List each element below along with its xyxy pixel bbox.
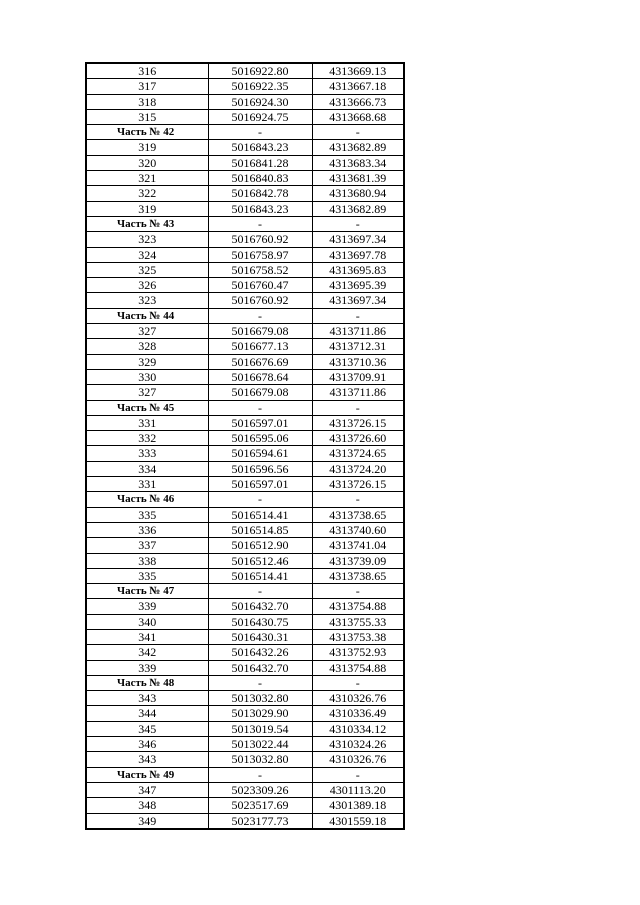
part-x-placeholder-cell: -: [208, 308, 312, 323]
table-row: [86, 553, 404, 568]
y-coordinate-cell: 4313739.09: [312, 553, 404, 568]
table-row: [86, 706, 404, 721]
table-row: [86, 247, 404, 262]
table-row: [86, 782, 404, 797]
y-coordinate-cell: 4313683.34: [312, 155, 404, 170]
x-coordinate-cell: 5016430.75: [208, 614, 312, 629]
part-y-placeholder-cell: -: [312, 767, 404, 782]
x-coordinate-cell: 5023517.69: [208, 798, 312, 813]
table-row: [86, 660, 404, 675]
part-x-placeholder-cell: -: [208, 492, 312, 507]
point-number-cell: 321: [86, 171, 208, 186]
table-row: [86, 293, 404, 308]
y-coordinate-cell: 4313724.65: [312, 446, 404, 461]
part-label-cell: Часть № 44: [86, 308, 208, 323]
part-header-row: [86, 492, 404, 507]
point-number-cell: 339: [86, 660, 208, 675]
point-number-cell: 337: [86, 538, 208, 553]
x-coordinate-cell: 5023309.26: [208, 782, 312, 797]
part-label-cell: Часть № 46: [86, 492, 208, 507]
y-coordinate-cell: 4313753.38: [312, 629, 404, 644]
y-coordinate-cell: 4313680.94: [312, 186, 404, 201]
coordinates-table-body: [86, 63, 404, 829]
x-coordinate-cell: 5013032.80: [208, 691, 312, 706]
table-row: [86, 446, 404, 461]
y-coordinate-cell: 4313755.33: [312, 614, 404, 629]
x-coordinate-cell: 5016760.92: [208, 293, 312, 308]
part-x-placeholder-cell: -: [208, 216, 312, 231]
table-row: [86, 461, 404, 476]
y-coordinate-cell: 4313754.88: [312, 599, 404, 614]
y-coordinate-cell: 4310336.49: [312, 706, 404, 721]
x-coordinate-cell: 5016922.35: [208, 79, 312, 94]
part-y-placeholder-cell: -: [312, 492, 404, 507]
table-row: [86, 109, 404, 124]
table-row: [86, 171, 404, 186]
part-y-placeholder-cell: -: [312, 675, 404, 690]
y-coordinate-cell: 4313709.91: [312, 369, 404, 384]
x-coordinate-cell: 5016758.97: [208, 247, 312, 262]
y-coordinate-cell: 4313669.13: [312, 63, 404, 79]
table-row: [86, 614, 404, 629]
part-y-placeholder-cell: -: [312, 125, 404, 140]
y-coordinate-cell: 4310326.76: [312, 752, 404, 767]
x-coordinate-cell: 5016924.75: [208, 109, 312, 124]
y-coordinate-cell: 4301389.18: [312, 798, 404, 813]
point-number-cell: 349: [86, 813, 208, 829]
table-row: [86, 415, 404, 430]
x-coordinate-cell: 5016678.64: [208, 369, 312, 384]
x-coordinate-cell: 5023177.73: [208, 813, 312, 829]
table-row: [86, 798, 404, 813]
table-row: [86, 155, 404, 170]
table-row: [86, 477, 404, 492]
table-row: [86, 522, 404, 537]
x-coordinate-cell: 5016758.52: [208, 262, 312, 277]
part-header-row: [86, 216, 404, 231]
x-coordinate-cell: 5016840.83: [208, 171, 312, 186]
table-row: [86, 629, 404, 644]
table-row: [86, 721, 404, 736]
table-row: [86, 568, 404, 583]
part-label-cell: Часть № 47: [86, 584, 208, 599]
part-y-placeholder-cell: -: [312, 584, 404, 599]
point-number-cell: 331: [86, 477, 208, 492]
y-coordinate-cell: 4313738.65: [312, 568, 404, 583]
table-row: [86, 186, 404, 201]
y-coordinate-cell: 4310326.76: [312, 691, 404, 706]
y-coordinate-cell: 4313712.31: [312, 339, 404, 354]
y-coordinate-cell: 4301559.18: [312, 813, 404, 829]
y-coordinate-cell: 4313711.86: [312, 324, 404, 339]
y-coordinate-cell: 4313724.20: [312, 461, 404, 476]
x-coordinate-cell: 5016594.61: [208, 446, 312, 461]
y-coordinate-cell: 4313726.60: [312, 431, 404, 446]
point-number-cell: 331: [86, 415, 208, 430]
y-coordinate-cell: 4313697.34: [312, 293, 404, 308]
y-coordinate-cell: 4313726.15: [312, 477, 404, 492]
y-coordinate-cell: 4310334.12: [312, 721, 404, 736]
point-number-cell: 335: [86, 568, 208, 583]
x-coordinate-cell: 5016512.46: [208, 553, 312, 568]
point-number-cell: 343: [86, 691, 208, 706]
point-number-cell: 319: [86, 140, 208, 155]
part-label-cell: Часть № 43: [86, 216, 208, 231]
point-number-cell: 325: [86, 262, 208, 277]
x-coordinate-cell: 5016596.56: [208, 461, 312, 476]
table-row: [86, 752, 404, 767]
x-coordinate-cell: 5013019.54: [208, 721, 312, 736]
table-row: [86, 385, 404, 400]
y-coordinate-cell: 4313668.68: [312, 109, 404, 124]
part-label-cell: Часть № 42: [86, 125, 208, 140]
part-x-placeholder-cell: -: [208, 767, 312, 782]
table-row: [86, 737, 404, 752]
table-row: [86, 79, 404, 94]
table-row: [86, 369, 404, 384]
y-coordinate-cell: 4313710.36: [312, 354, 404, 369]
point-number-cell: 346: [86, 737, 208, 752]
part-y-placeholder-cell: -: [312, 308, 404, 323]
part-header-row: [86, 584, 404, 599]
coordinates-table: [85, 62, 405, 830]
table-row: [86, 324, 404, 339]
table-row: [86, 691, 404, 706]
table-row: [86, 278, 404, 293]
point-number-cell: 343: [86, 752, 208, 767]
part-y-placeholder-cell: -: [312, 216, 404, 231]
point-number-cell: 342: [86, 645, 208, 660]
point-number-cell: 341: [86, 629, 208, 644]
x-coordinate-cell: 5016843.23: [208, 140, 312, 155]
y-coordinate-cell: 4313711.86: [312, 385, 404, 400]
part-label-cell: Часть № 45: [86, 400, 208, 415]
x-coordinate-cell: 5013032.80: [208, 752, 312, 767]
table-row: [86, 94, 404, 109]
x-coordinate-cell: 5016432.26: [208, 645, 312, 660]
point-number-cell: 317: [86, 79, 208, 94]
y-coordinate-cell: 4313697.78: [312, 247, 404, 262]
y-coordinate-cell: 4313697.34: [312, 232, 404, 247]
point-number-cell: 330: [86, 369, 208, 384]
x-coordinate-cell: 5016514.85: [208, 522, 312, 537]
point-number-cell: 318: [86, 94, 208, 109]
y-coordinate-cell: 4313741.04: [312, 538, 404, 553]
y-coordinate-cell: 4313695.83: [312, 262, 404, 277]
point-number-cell: 348: [86, 798, 208, 813]
part-label-cell: Часть № 49: [86, 767, 208, 782]
table-row: [86, 232, 404, 247]
table-row: [86, 599, 404, 614]
y-coordinate-cell: 4313682.89: [312, 140, 404, 155]
x-coordinate-cell: 5016760.47: [208, 278, 312, 293]
table-row: [86, 140, 404, 155]
x-coordinate-cell: 5016432.70: [208, 599, 312, 614]
y-coordinate-cell: 4301113.20: [312, 782, 404, 797]
x-coordinate-cell: 5016432.70: [208, 660, 312, 675]
part-x-placeholder-cell: -: [208, 400, 312, 415]
point-number-cell: 335: [86, 507, 208, 522]
point-number-cell: 333: [86, 446, 208, 461]
x-coordinate-cell: 5016677.13: [208, 339, 312, 354]
point-number-cell: 340: [86, 614, 208, 629]
x-coordinate-cell: 5016597.01: [208, 477, 312, 492]
y-coordinate-cell: 4313754.88: [312, 660, 404, 675]
part-label-cell: Часть № 48: [86, 675, 208, 690]
part-header-row: [86, 767, 404, 782]
x-coordinate-cell: 5016760.92: [208, 232, 312, 247]
point-number-cell: 320: [86, 155, 208, 170]
point-number-cell: 322: [86, 186, 208, 201]
point-number-cell: 327: [86, 324, 208, 339]
table-row: [86, 63, 404, 79]
table-row: [86, 431, 404, 446]
x-coordinate-cell: 5016512.90: [208, 538, 312, 553]
part-header-row: [86, 125, 404, 140]
point-number-cell: 344: [86, 706, 208, 721]
table-row: [86, 538, 404, 553]
table-row: [86, 339, 404, 354]
y-coordinate-cell: 4313738.65: [312, 507, 404, 522]
y-coordinate-cell: 4313667.18: [312, 79, 404, 94]
point-number-cell: 323: [86, 232, 208, 247]
x-coordinate-cell: 5016843.23: [208, 201, 312, 216]
part-x-placeholder-cell: -: [208, 675, 312, 690]
part-header-row: [86, 308, 404, 323]
point-number-cell: 329: [86, 354, 208, 369]
point-number-cell: 338: [86, 553, 208, 568]
part-x-placeholder-cell: -: [208, 125, 312, 140]
x-coordinate-cell: 5016430.31: [208, 629, 312, 644]
table-row: [86, 201, 404, 216]
x-coordinate-cell: 5013022.44: [208, 737, 312, 752]
table-row: [86, 262, 404, 277]
point-number-cell: 328: [86, 339, 208, 354]
x-coordinate-cell: 5016676.69: [208, 354, 312, 369]
y-coordinate-cell: 4313726.15: [312, 415, 404, 430]
point-number-cell: 316: [86, 63, 208, 79]
y-coordinate-cell: 4313666.73: [312, 94, 404, 109]
point-number-cell: 334: [86, 461, 208, 476]
part-header-row: [86, 400, 404, 415]
point-number-cell: 347: [86, 782, 208, 797]
point-number-cell: 339: [86, 599, 208, 614]
point-number-cell: 327: [86, 385, 208, 400]
x-coordinate-cell: 5016924.30: [208, 94, 312, 109]
point-number-cell: 332: [86, 431, 208, 446]
x-coordinate-cell: 5016679.08: [208, 385, 312, 400]
y-coordinate-cell: 4313681.39: [312, 171, 404, 186]
x-coordinate-cell: 5013029.90: [208, 706, 312, 721]
y-coordinate-cell: 4313682.89: [312, 201, 404, 216]
part-header-row: [86, 675, 404, 690]
x-coordinate-cell: 5016514.41: [208, 507, 312, 522]
x-coordinate-cell: 5016841.28: [208, 155, 312, 170]
part-y-placeholder-cell: -: [312, 400, 404, 415]
point-number-cell: 319: [86, 201, 208, 216]
table-row: [86, 507, 404, 522]
x-coordinate-cell: 5016842.78: [208, 186, 312, 201]
point-number-cell: 315: [86, 109, 208, 124]
point-number-cell: 326: [86, 278, 208, 293]
table-row: [86, 645, 404, 660]
point-number-cell: 324: [86, 247, 208, 262]
y-coordinate-cell: 4313695.39: [312, 278, 404, 293]
point-number-cell: 323: [86, 293, 208, 308]
y-coordinate-cell: 4313752.93: [312, 645, 404, 660]
x-coordinate-cell: 5016514.41: [208, 568, 312, 583]
y-coordinate-cell: 4310324.26: [312, 737, 404, 752]
x-coordinate-cell: 5016597.01: [208, 415, 312, 430]
table-row: [86, 813, 404, 829]
x-coordinate-cell: 5016595.06: [208, 431, 312, 446]
y-coordinate-cell: 4313740.60: [312, 522, 404, 537]
point-number-cell: 345: [86, 721, 208, 736]
part-x-placeholder-cell: -: [208, 584, 312, 599]
point-number-cell: 336: [86, 522, 208, 537]
x-coordinate-cell: 5016922.80: [208, 63, 312, 79]
table-row: [86, 354, 404, 369]
x-coordinate-cell: 5016679.08: [208, 324, 312, 339]
